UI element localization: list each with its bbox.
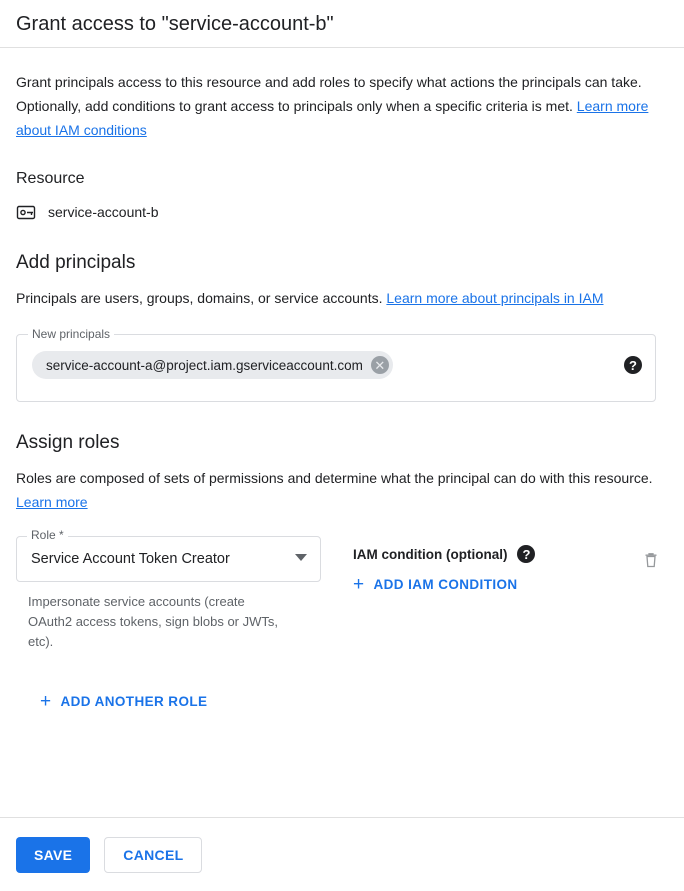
help-icon[interactable]: ? <box>517 545 535 563</box>
principal-chip-label: service-account-a@project.iam.gserviceaccount.com <box>46 357 363 373</box>
close-circle-icon[interactable]: ✕ <box>371 356 389 374</box>
iam-condition-label: IAM condition (optional) <box>353 546 508 562</box>
role-select-value: Service Account Token Creator <box>31 551 230 567</box>
iam-condition-title-row <box>353 545 613 563</box>
save-button[interactable]: SAVE <box>16 837 90 873</box>
add-iam-condition-button[interactable] <box>353 575 518 594</box>
assign-roles-heading: Assign roles <box>16 432 120 453</box>
principal-chip[interactable] <box>32 351 393 379</box>
intro-text <box>16 70 656 142</box>
trash-icon[interactable] <box>641 557 661 574</box>
add-principals-heading: Add principals <box>16 252 136 273</box>
plus-icon: + <box>353 574 365 595</box>
principals-description-text: Principals are users, groups, domains, or service accounts. <box>16 290 387 306</box>
roles-description <box>16 466 661 514</box>
add-another-role-button[interactable] <box>40 692 207 711</box>
panel-footer <box>0 817 684 891</box>
resource-row <box>16 202 668 222</box>
resource-heading: Resource <box>16 170 85 187</box>
roles-description-text: Roles are composed of sets of permissions and determine what the principal can do with this resource. <box>16 470 653 486</box>
intro-paragraph: Grant principals access to this resource and add roles to specify what actions the principals can take. Optionally, add conditions to grant access to principals only when a specific criteria is met. <box>16 74 642 114</box>
add-another-role-row <box>40 680 668 712</box>
role-column <box>16 528 321 652</box>
principals-in-iam-link[interactable]: Learn more about principals in IAM <box>386 290 604 306</box>
add-another-role-label: ADD ANOTHER ROLE <box>60 694 208 709</box>
iam-conditions-link[interactable]: Learn more about IAM conditions <box>16 98 649 138</box>
help-icon[interactable]: ? <box>624 356 642 375</box>
iam-condition-column <box>353 536 613 595</box>
add-iam-condition-label: ADD IAM CONDITION <box>373 577 518 592</box>
panel-body <box>0 70 684 712</box>
chevron-down-icon[interactable] <box>295 554 307 561</box>
role-select-label: Role * <box>27 528 68 542</box>
principals-description <box>16 286 661 310</box>
new-principals-label: New principals <box>28 326 114 342</box>
role-description: Impersonate service accounts (create OAuth2 access tokens, sign blobs or JWTs, etc). <box>28 594 278 649</box>
page-title: Grant access to "service-account-b" <box>0 0 684 48</box>
cancel-button[interactable]: CANCEL <box>104 837 202 873</box>
role-select[interactable] <box>16 528 321 582</box>
role-row <box>16 528 668 652</box>
roles-learn-more-link[interactable]: Learn more <box>16 494 88 510</box>
service-account-icon <box>16 202 36 222</box>
plus-icon: + <box>40 691 52 712</box>
delete-role-column <box>641 536 661 575</box>
resource-name: service-account-b <box>48 204 159 220</box>
new-principals-field[interactable] <box>16 327 656 402</box>
